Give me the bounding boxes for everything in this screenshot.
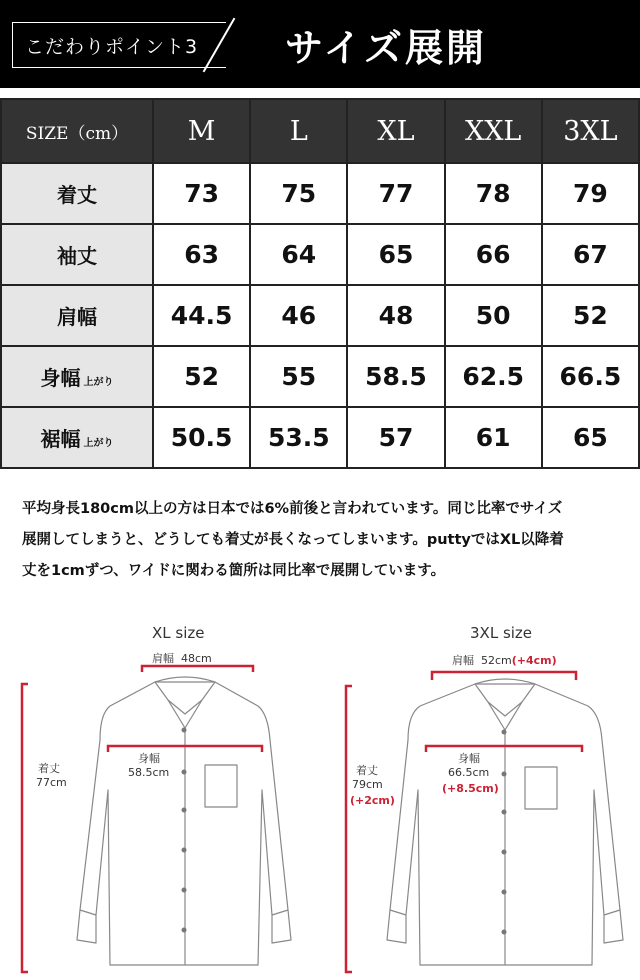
3xl-length-diff: (+2cm) <box>350 794 395 807</box>
table-cell: 50.5 <box>153 407 250 468</box>
table-cell: 79 <box>542 163 639 224</box>
3xl-length-label: 着丈 <box>356 764 378 777</box>
size-header-xl: XL <box>347 99 444 163</box>
badge-text: こだわりポイント3 <box>25 36 199 58</box>
xl-body-value: 58.5cm <box>128 766 170 779</box>
table-row <box>1 224 639 285</box>
table-cell: 57 <box>347 407 444 468</box>
xl-size-diagram <box>0 610 320 980</box>
description-line: 平均身長180cm以上の方は日本では6%前後と言われています。同じ比率でサイズ <box>22 501 563 517</box>
table-cell: 64 <box>250 224 347 285</box>
description-text <box>22 494 627 587</box>
3xl-body-value: 66.5cm <box>448 766 490 779</box>
3xl-body-diff: (+8.5cm) <box>442 782 499 795</box>
row-label: 袖丈 <box>1 224 153 285</box>
row-sublabel: 上がり <box>83 438 114 449</box>
point-badge <box>12 22 247 68</box>
table-cell: 52 <box>542 285 639 346</box>
xl-body-label: 身幅 <box>138 752 160 765</box>
table-cell: 78 <box>445 163 542 224</box>
table-cell: 66 <box>445 224 542 285</box>
3xl-shoulder-label: 肩幅 52cm(+4cm) <box>452 654 557 667</box>
table-row <box>1 285 639 346</box>
3xl-title: 3XL size <box>470 624 533 642</box>
table-cell: 77 <box>347 163 444 224</box>
table-cell: 61 <box>445 407 542 468</box>
table-cell: 46 <box>250 285 347 346</box>
table-cell: 62.5 <box>445 346 542 407</box>
table-cell: 50 <box>445 285 542 346</box>
size-header-3xl: 3XL <box>542 99 639 163</box>
size-corner-header: SIZE（cm） <box>1 99 153 163</box>
table-cell: 65 <box>347 224 444 285</box>
table-cell: 65 <box>542 407 639 468</box>
table-cell: 66.5 <box>542 346 639 407</box>
size-header-l: L <box>250 99 347 163</box>
row-label: 裾幅 上がり <box>1 407 153 468</box>
table-cell: 52 <box>153 346 250 407</box>
table-cell: 44.5 <box>153 285 250 346</box>
table-cell: 67 <box>542 224 639 285</box>
table-row <box>1 407 639 468</box>
table-row <box>1 163 639 224</box>
page-header <box>0 0 640 88</box>
xl-title: XL size <box>152 624 205 642</box>
3xl-body-label: 身幅 <box>458 752 480 765</box>
table-cell: 53.5 <box>250 407 347 468</box>
table-cell: 75 <box>250 163 347 224</box>
table-cell: 55 <box>250 346 347 407</box>
size-table <box>0 98 640 469</box>
page-title: サイズ展開 <box>285 25 487 70</box>
3xl-length-value: 79cm <box>352 778 383 791</box>
table-cell: 73 <box>153 163 250 224</box>
row-sublabel: 上がり <box>83 377 114 388</box>
table-cell: 58.5 <box>347 346 444 407</box>
xl-length-label: 着丈 <box>38 762 60 775</box>
xl-shoulder-label: 肩幅 48cm <box>152 652 212 665</box>
table-cell: 48 <box>347 285 444 346</box>
xl-length-value: 77cm <box>36 776 67 789</box>
table-cell: 63 <box>153 224 250 285</box>
size-header-m: M <box>153 99 250 163</box>
size-table-header <box>1 99 639 163</box>
row-label: 着丈 <box>1 163 153 224</box>
row-label: 肩幅 <box>1 285 153 346</box>
row-label: 身幅 上がり <box>1 346 153 407</box>
size-header-xxl: XXL <box>445 99 542 163</box>
description-line: 丈を1cmずつ、ワイドに関わる箇所は同比率で展開しています。 <box>22 563 446 579</box>
3xl-size-diagram <box>320 610 640 980</box>
description-line: 展開してしまうと、どうしても着丈が長くなってしまいます。puttyではXL以降着 <box>22 532 564 548</box>
table-row <box>1 346 639 407</box>
